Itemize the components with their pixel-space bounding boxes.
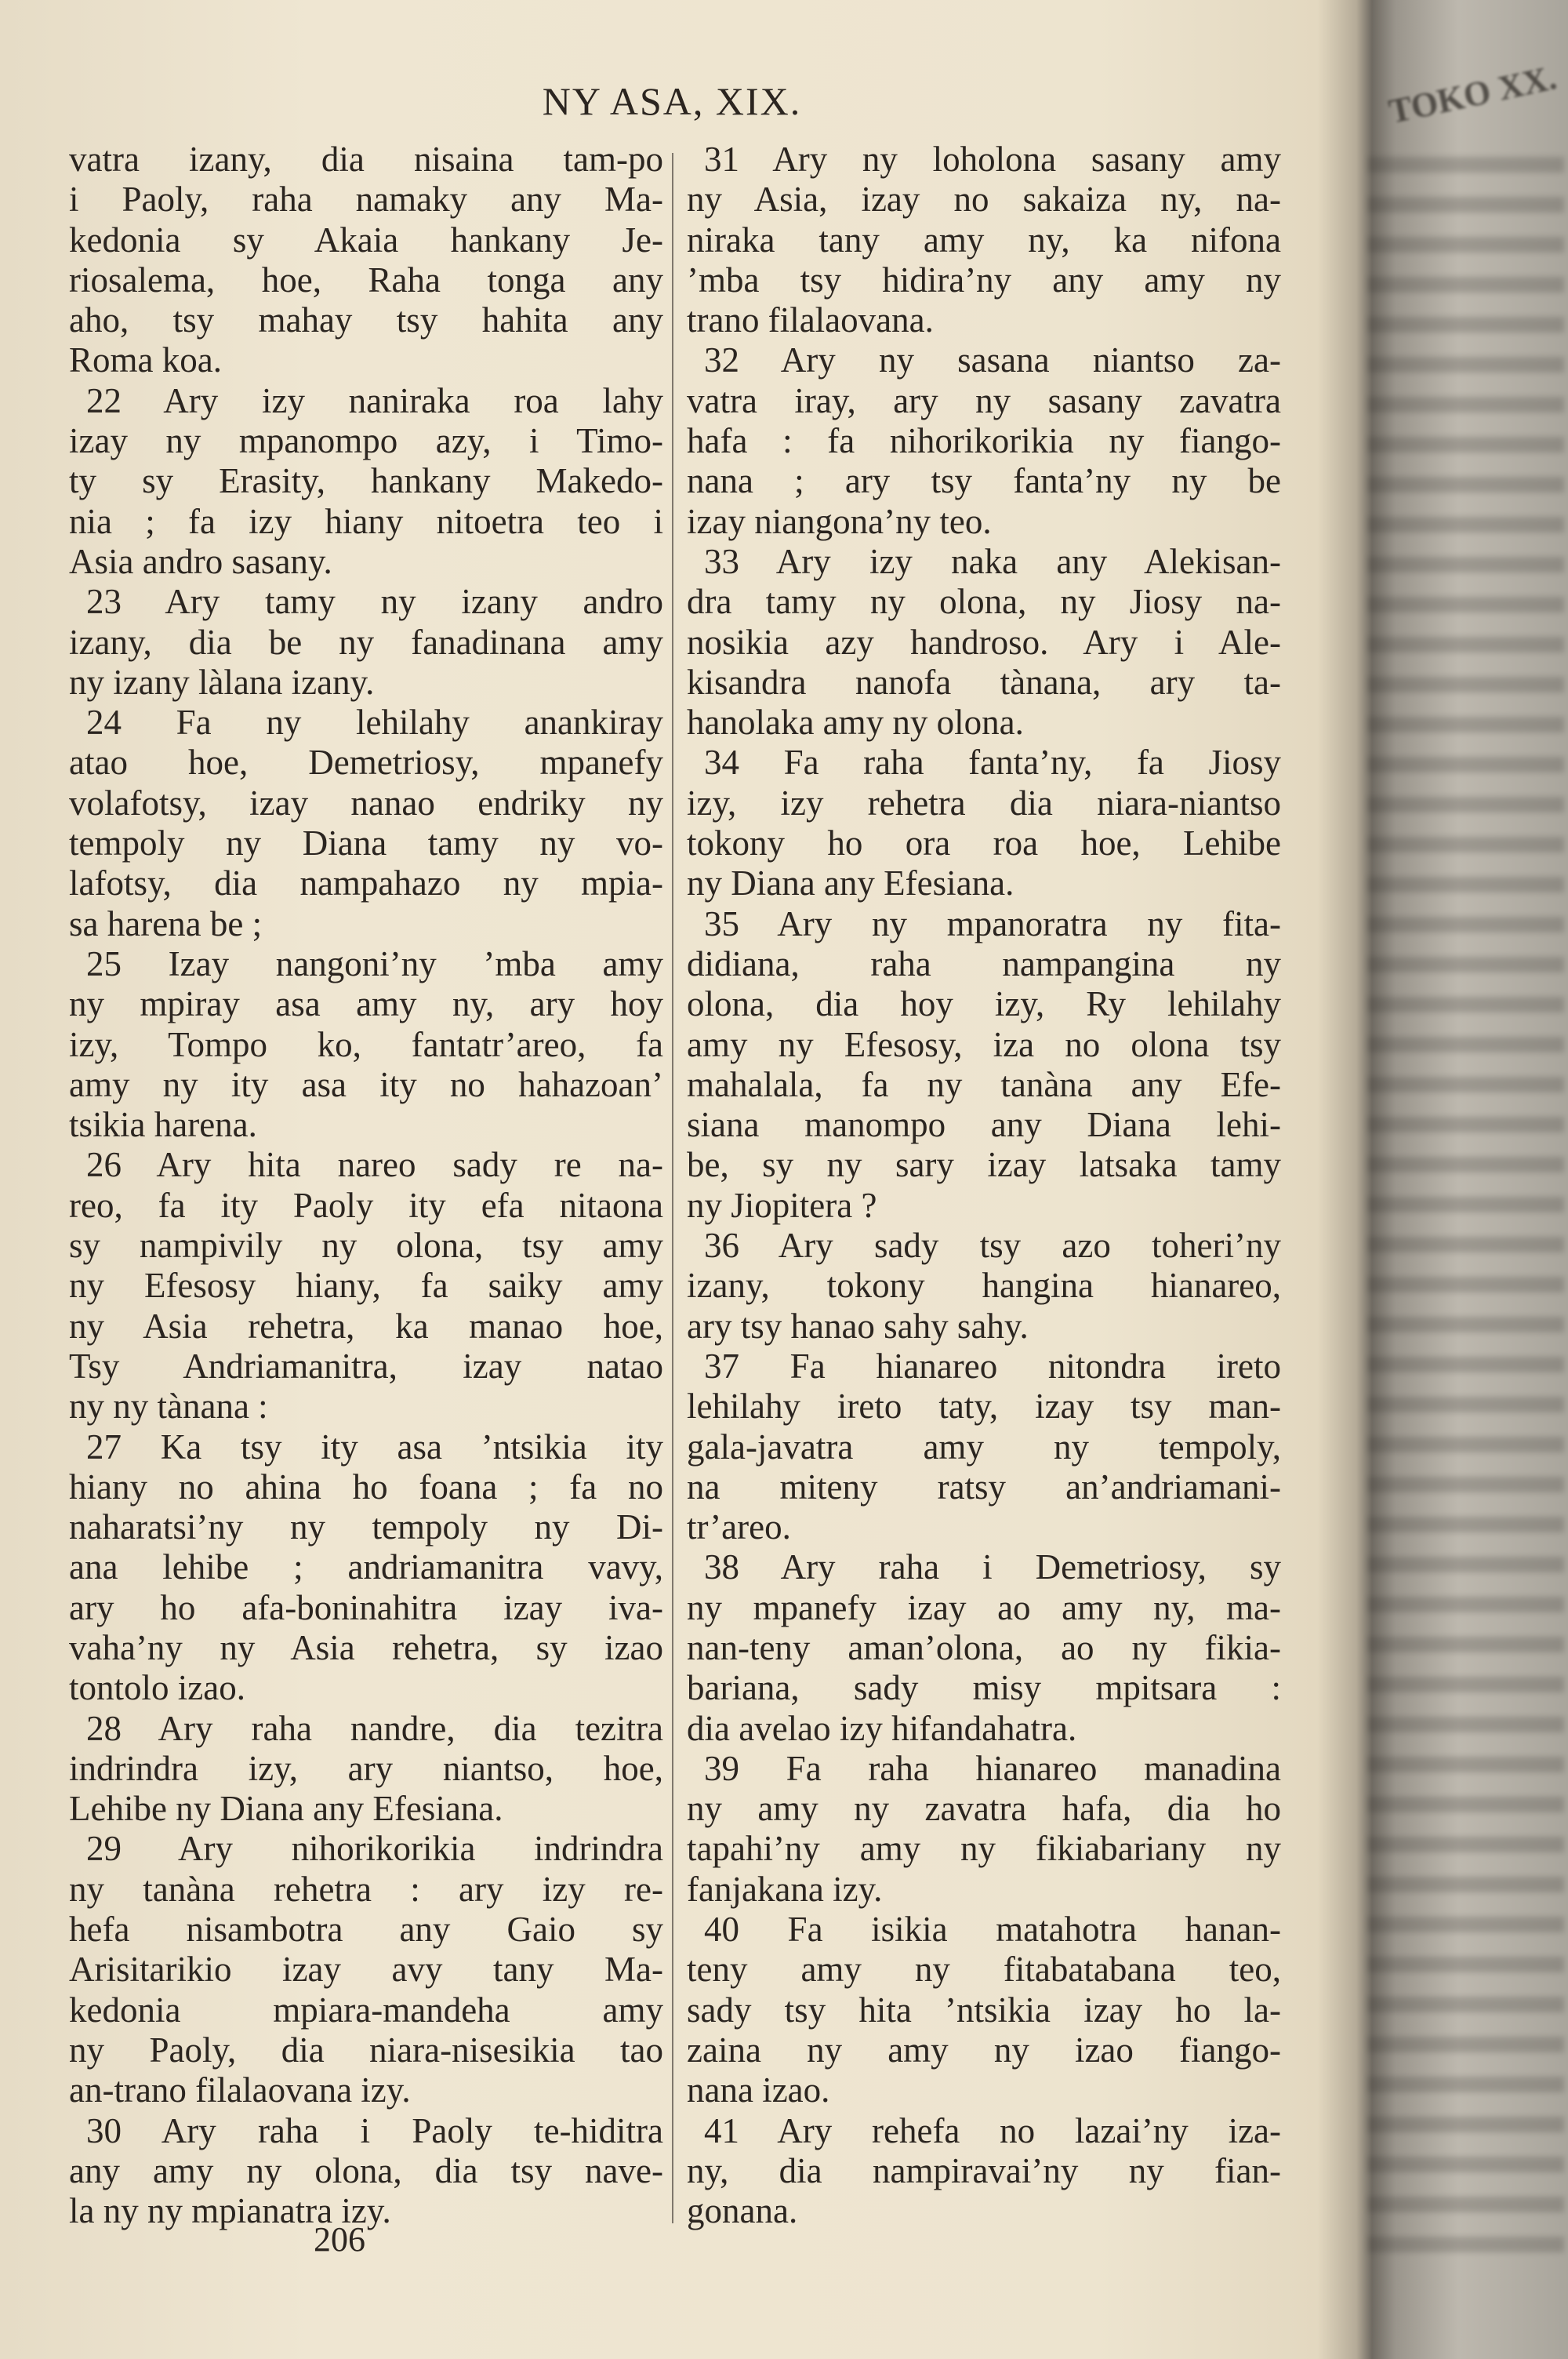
text-line: dra tamy ny olona, ny Jiosy na- — [687, 582, 1281, 622]
running-head: NY ASA, XIX. — [542, 79, 802, 123]
text-line: izany, tokony hangina hianareo, — [687, 1266, 1281, 1306]
text-line: 28 Ary raha nandre, dia tezitra — [86, 1708, 663, 1748]
text-line: olona, dia hoy izy, Ry lehilahy — [687, 984, 1281, 1024]
text-line: amy ny ity asa ity no hahazoan’ — [69, 1064, 663, 1104]
text-line: dia avelao izy hifandahatra. — [687, 1708, 1077, 1748]
text-line: teny amy ny fitabatabana teo, — [687, 1950, 1281, 1990]
text-line: ana lehibe ; andriamanitra vavy, — [69, 1547, 663, 1587]
text-line: 34 Fa raha fanta’ny, fa Jiosy — [704, 743, 1281, 783]
text-line: reo, fa ity Paoly ity efa nitaona — [69, 1185, 663, 1225]
text-line: ary tsy hanao sahy sahy. — [687, 1306, 1029, 1346]
text-line: tokony ho ora roa hoe, Lehibe — [687, 823, 1281, 863]
text-line: any amy ny olona, dia tsy nave- — [69, 2150, 663, 2190]
facing-page-head: TOKO XX. — [1385, 57, 1560, 132]
text-line: ny Asia, izay no sakaiza ny, na- — [687, 180, 1281, 220]
text-line: 27 Ka tsy ity asa ’ntsikia ity — [86, 1427, 663, 1467]
text-line: bariana, sady misy mpitsara : — [687, 1668, 1281, 1708]
column-divider — [672, 153, 673, 2223]
text-line: trano filalaovana. — [687, 300, 934, 340]
text-line: ny Efesosy hiany, fa saiky amy — [69, 1266, 663, 1306]
text-line: gala-javatra amy ny tempoly, — [687, 1427, 1281, 1467]
text-line: lehilahy ireto taty, izay tsy man- — [687, 1387, 1281, 1427]
text-line: 30 Ary raha i Paoly te-hiditra — [86, 2110, 663, 2150]
text-line: 25 Izay nangoni’ny ’mba amy — [86, 943, 663, 983]
text-line: 29 Ary nihorikorikia indrindra — [86, 1829, 663, 1869]
text-line: zaina ny amy ny izao fiango- — [687, 2030, 1281, 2070]
text-line: ny Diana any Efesiana. — [687, 863, 1014, 903]
text-line: atao hoe, Demetriosy, mpanefy — [69, 743, 663, 783]
text-line: amy ny Efesosy, iza no olona tsy — [687, 1024, 1281, 1064]
text-line: sady tsy hita ’ntsikia izay ho la- — [687, 1990, 1281, 2030]
text-line: lafotsy, dia nampahazo ny mpia- — [69, 863, 663, 903]
text-line: vatra iray, ary ny sasany zavatra — [687, 380, 1281, 420]
text-line: nan-teny aman’olona, ao ny fikia- — [687, 1627, 1281, 1667]
text-line: indrindra izy, ary niantso, hoe, — [69, 1748, 663, 1788]
text-line: 33 Ary izy naka any Alekisan- — [704, 541, 1281, 581]
text-line: 36 Ary sady tsy azo toheri’ny — [704, 1226, 1281, 1266]
text-line: an-trano filalaovana izy. — [69, 2070, 411, 2110]
text-line: 38 Ary raha i Demetriosy, sy — [704, 1547, 1281, 1587]
right-text-column — [687, 140, 1281, 2231]
text-line: 39 Fa raha hianareo manadina — [704, 1748, 1281, 1788]
text-line: sy nampivily ny olona, tsy amy — [69, 1226, 663, 1266]
text-line: riosalema, hoe, Raha tonga any — [69, 260, 663, 300]
text-line: Asia andro sasany. — [69, 541, 332, 581]
text-line: ny Paoly, dia niara-nisesikia tao — [69, 2030, 663, 2070]
text-line: gonana. — [687, 2191, 798, 2231]
text-line: 41 Ary rehefa no lazai’ny iza- — [704, 2110, 1281, 2150]
text-line: ny mpiray asa amy ny, ary hoy — [69, 984, 663, 1024]
text-line: izy, izy rehetra dia niara-niantso — [687, 783, 1281, 823]
text-line: 31 Ary ny loholona sasany amy — [704, 140, 1281, 179]
text-line: tempoly ny Diana tamy ny vo- — [69, 823, 663, 863]
text-line: ty sy Erasity, hankany Makedo- — [69, 461, 663, 501]
text-line: nia ; fa izy hiany nitoetra teo i — [69, 501, 663, 541]
text-line: hiany no ahina ho foana ; fa no — [69, 1467, 663, 1507]
text-line: 22 Ary izy naniraka roa lahy — [86, 380, 663, 420]
text-line: vaha’ny ny Asia rehetra, sy izao — [69, 1627, 663, 1667]
text-line: la ny ny mpianatra izy. — [69, 2191, 391, 2231]
text-line: niraka tany amy ny, ka nifona — [687, 220, 1281, 260]
text-line: kedonia mpiara-mandeha amy — [69, 1990, 663, 2030]
text-line: 37 Fa hianareo nitondra ireto — [704, 1346, 1281, 1386]
text-line: Roma koa. — [69, 340, 222, 380]
text-line: Lehibe ny Diana any Efesiana. — [69, 1789, 503, 1829]
text-line: ny mpanefy izay ao amy ny, ma- — [687, 1587, 1281, 1627]
page-number: 206 — [314, 2220, 365, 2259]
text-line: 32 Ary ny sasana niantso za- — [704, 340, 1281, 380]
text-line: tsikia harena. — [69, 1105, 257, 1145]
text-line: 26 Ary hita nareo sady re na- — [86, 1145, 663, 1185]
text-line: ny Jiopitera ? — [687, 1185, 877, 1225]
text-line: i Paoly, raha namaky any Ma- — [69, 180, 663, 220]
text-line: fanjakana izy. — [687, 1869, 883, 1909]
text-line: siana manompo any Diana lehi- — [687, 1105, 1281, 1145]
text-line: 23 Ary tamy ny izany andro — [86, 582, 663, 622]
text-line: ’mba tsy hidira’ny any amy ny — [687, 260, 1281, 300]
text-line: vatra izany, dia nisaina tam-po — [69, 140, 663, 179]
text-line: ary ho afa-boninahitra izay iva- — [69, 1587, 663, 1627]
text-line: ny Asia rehetra, ka manao hoe, — [69, 1306, 663, 1346]
text-line: izany, dia be ny fanadinana amy — [69, 622, 663, 662]
text-line: Tsy Andriamanitra, izay natao — [69, 1346, 663, 1386]
text-line: didiana, raha nampangina ny — [687, 943, 1281, 983]
text-line: 35 Ary ny mpanoratra ny fita- — [704, 903, 1281, 943]
text-line: mahalala, fa ny tanàna any Efe- — [687, 1064, 1281, 1104]
text-line: ny amy ny zavatra hafa, dia ho — [687, 1789, 1281, 1829]
text-line: hafa : fa nihorikorikia ny fiango- — [687, 421, 1281, 461]
text-line: izy, Tompo ko, fantatr’areo, fa — [69, 1024, 663, 1064]
text-line: naharatsi’ny ny tempoly ny Di- — [69, 1507, 663, 1547]
left-text-column — [69, 140, 663, 2231]
text-line: nana izao. — [687, 2070, 830, 2110]
text-line: hanolaka amy ny olona. — [687, 703, 1024, 743]
text-line: aho, tsy mahay tsy hahita any — [69, 300, 663, 340]
text-line: sa harena be ; — [69, 903, 263, 943]
text-line: 24 Fa ny lehilahy anankiray — [86, 703, 663, 743]
text-line: ny izany làlana izany. — [69, 662, 375, 702]
text-line: hefa nisambotra any Gaio sy — [69, 1910, 663, 1950]
text-line: nana ; ary tsy fanta’ny ny be — [687, 461, 1281, 501]
text-line: volafotsy, izay nanao endriky ny — [69, 783, 663, 823]
text-line: tr’areo. — [687, 1507, 791, 1547]
text-line: kisandra nanofa tànana, ary ta- — [687, 662, 1281, 702]
text-line: nosikia azy handroso. Ary i Ale- — [687, 622, 1281, 662]
text-line: tontolo izao. — [69, 1668, 245, 1708]
text-line: ny ny tànana : — [69, 1387, 268, 1427]
text-line: kedonia sy Akaia hankany Je- — [69, 220, 663, 260]
text-line: ny, dia nampiravai’ny ny fian- — [687, 2150, 1281, 2190]
facing-page-text — [1368, 157, 1564, 2274]
text-line: na miteny ratsy an’andriamani- — [687, 1467, 1281, 1507]
text-line: 40 Fa isikia matahotra hanan- — [704, 1910, 1281, 1950]
text-line: izay ny mpanompo azy, i Timo- — [69, 421, 663, 461]
text-line: izay niangona’ny teo. — [687, 501, 992, 541]
text-line: be, sy ny sary izay latsaka tamy — [687, 1145, 1281, 1185]
text-line: ny tanàna rehetra : ary izy re- — [69, 1869, 663, 1909]
text-line: tapahi’ny amy ny fikiabariany ny — [687, 1829, 1281, 1869]
text-line: Arisitarikio izay avy tany Ma- — [69, 1950, 663, 1990]
